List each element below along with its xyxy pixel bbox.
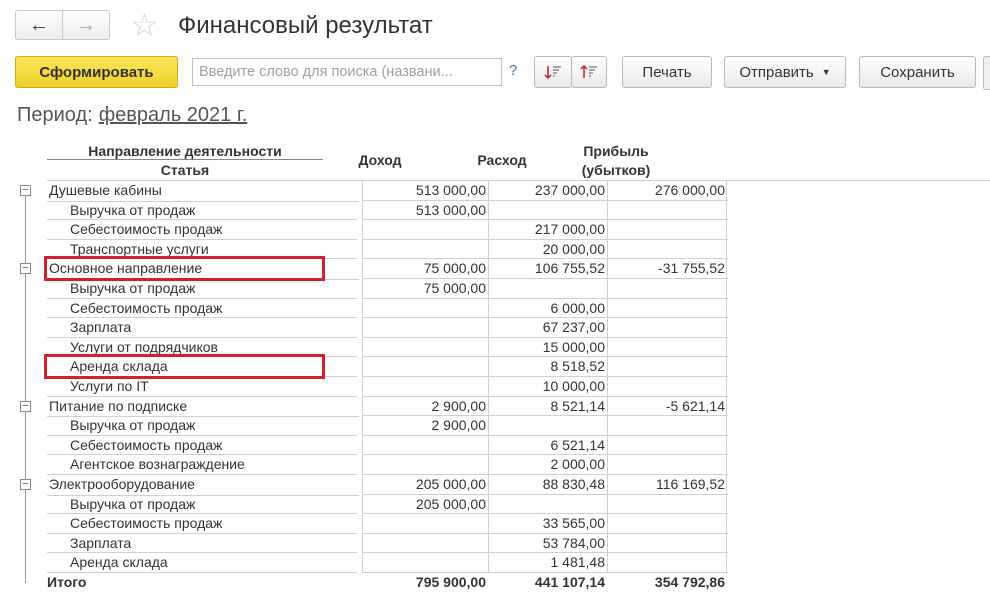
row-name-cell: Душевые кабины bbox=[47, 181, 359, 202]
row-expense-cell: 6 521,14 bbox=[489, 436, 608, 456]
column-separator bbox=[488, 181, 489, 573]
row-profit-cell bbox=[608, 416, 728, 436]
row-profit-cell bbox=[608, 220, 728, 240]
row-profit-cell bbox=[608, 377, 728, 397]
row-income-cell bbox=[363, 553, 489, 573]
row-expense-cell: 88 830,48 bbox=[489, 475, 608, 495]
period-row bbox=[17, 104, 247, 127]
row-income-cell bbox=[363, 318, 489, 338]
row-name-cell: Основное направление bbox=[47, 259, 359, 280]
row-name-cell: Услуги от подрядчиков bbox=[47, 338, 357, 358]
row-profit-cell bbox=[608, 357, 728, 377]
row-profit-cell bbox=[608, 299, 728, 319]
row-expense-cell bbox=[489, 495, 608, 515]
row-expense-cell bbox=[489, 416, 608, 436]
row-expense-cell: 53 784,00 bbox=[489, 534, 608, 554]
row-profit-cell: 354 792,86 bbox=[654, 574, 725, 590]
table-row[interactable] bbox=[47, 279, 680, 299]
column-separator bbox=[607, 181, 608, 573]
row-income-cell bbox=[363, 455, 489, 475]
print-button[interactable]: Печать bbox=[622, 56, 712, 88]
arrow-left-icon: ← bbox=[29, 13, 49, 36]
row-income-cell bbox=[363, 299, 489, 319]
row-profit-cell bbox=[608, 495, 728, 515]
row-income-cell: 205 000,00 bbox=[363, 495, 489, 515]
send-button[interactable] bbox=[724, 56, 846, 88]
table-row[interactable] bbox=[47, 514, 680, 534]
row-name-cell: Аренда склада bbox=[47, 553, 357, 573]
row-income-cell: 2 900,00 bbox=[363, 416, 489, 436]
row-profit-cell: 116 169,52 bbox=[608, 475, 728, 495]
row-expense-cell: 15 000,00 bbox=[489, 338, 608, 358]
row-name-cell: Себестоимость продаж bbox=[47, 436, 357, 456]
group-row[interactable] bbox=[47, 397, 725, 417]
row-income-cell: 2 900,00 bbox=[363, 397, 489, 417]
header-direction: Направление деятельности bbox=[88, 143, 282, 159]
row-expense-cell bbox=[489, 279, 608, 299]
row-name-cell: Выручка от продаж bbox=[47, 416, 357, 436]
row-expense-cell: 67 237,00 bbox=[489, 318, 608, 338]
period-label: Период: bbox=[17, 104, 93, 126]
column-separator bbox=[726, 181, 727, 573]
row-income-cell: 75 000,00 bbox=[363, 279, 489, 299]
header-profit-sub: (убытков) bbox=[581, 162, 651, 178]
row-expense-cell: 8 521,14 bbox=[489, 397, 608, 417]
row-profit-cell bbox=[608, 436, 728, 456]
row-income-cell bbox=[363, 377, 489, 397]
header-income: Доход bbox=[358, 152, 402, 168]
table-row[interactable] bbox=[47, 220, 680, 240]
group-row[interactable] bbox=[47, 181, 725, 201]
row-profit-cell bbox=[608, 514, 728, 534]
favorite-star-icon[interactable]: ☆ bbox=[130, 7, 159, 43]
row-name-cell: Выручка от продаж bbox=[47, 495, 357, 515]
tree-column bbox=[15, 140, 39, 609]
row-expense-cell: 20 000,00 bbox=[489, 240, 608, 260]
header-profit: Прибыль bbox=[583, 143, 649, 159]
row-name-cell: Питание по подписке bbox=[47, 397, 359, 418]
sort-descending-button[interactable] bbox=[571, 56, 607, 88]
row-profit-cell bbox=[608, 201, 728, 221]
more-button[interactable] bbox=[983, 56, 990, 90]
table-row[interactable] bbox=[47, 416, 680, 436]
row-expense-cell: 6 000,00 bbox=[489, 299, 608, 319]
row-expense-cell: 10 000,00 bbox=[489, 377, 608, 397]
row-income-cell bbox=[363, 338, 489, 358]
row-name-cell: Услуги по IT bbox=[47, 377, 357, 397]
search-input[interactable]: Введите слово для поиска (названи... bbox=[192, 58, 502, 86]
sort-ascending-button[interactable] bbox=[534, 56, 572, 88]
column-separator bbox=[362, 181, 363, 573]
send-label: Отправить bbox=[739, 63, 814, 81]
header-article: Статья bbox=[160, 162, 210, 178]
row-income-cell: 795 900,00 bbox=[415, 574, 486, 590]
period-link[interactable]: февраль 2021 г. bbox=[98, 104, 248, 126]
header-divider bbox=[47, 159, 323, 160]
row-profit-cell: 276 000,00 bbox=[608, 181, 728, 201]
row-name-cell: Зарплата bbox=[47, 318, 357, 338]
table-row[interactable] bbox=[47, 553, 680, 573]
search-help-icon[interactable]: ? bbox=[509, 62, 518, 79]
row-name-cell: Аренда склада bbox=[47, 357, 357, 377]
arrow-right-icon: → bbox=[76, 13, 96, 36]
row-name-cell: Электрооборудование bbox=[47, 475, 359, 496]
row-name-cell: Транспортные услуги bbox=[47, 240, 357, 260]
table-row[interactable] bbox=[47, 318, 680, 338]
save-button[interactable]: Сохранить bbox=[859, 56, 976, 88]
row-income-cell bbox=[363, 240, 489, 260]
table-row[interactable] bbox=[47, 455, 680, 475]
row-profit-cell bbox=[608, 240, 728, 260]
row-name-cell: Агентское вознаграждение bbox=[47, 455, 357, 475]
row-income-cell: 75 000,00 bbox=[363, 259, 489, 279]
row-income-cell: 513 000,00 bbox=[363, 181, 489, 201]
sort-descending-icon bbox=[580, 64, 598, 80]
collapse-icon[interactable]: − bbox=[20, 401, 31, 412]
row-expense-cell: 8 518,52 bbox=[489, 357, 608, 377]
row-income-cell bbox=[363, 534, 489, 554]
row-income-cell: 513 000,00 bbox=[363, 201, 489, 221]
row-profit-cell bbox=[608, 455, 728, 475]
table-row[interactable] bbox=[47, 377, 680, 397]
row-profit-cell bbox=[608, 553, 728, 573]
row-expense-cell: 237 000,00 bbox=[489, 181, 608, 201]
back-button[interactable] bbox=[15, 10, 63, 40]
row-income-cell: 205 000,00 bbox=[363, 475, 489, 495]
row-income-cell bbox=[363, 436, 489, 456]
page-title: Финансовый результат bbox=[178, 12, 433, 39]
row-profit-cell bbox=[608, 318, 728, 338]
highlight-box bbox=[44, 354, 325, 379]
row-income-cell bbox=[363, 220, 489, 240]
generate-button[interactable]: Сформировать bbox=[15, 56, 178, 88]
row-expense-cell: 217 000,00 bbox=[489, 220, 608, 240]
row-name-cell: Зарплата bbox=[47, 534, 357, 554]
row-profit-cell: -31 755,52 bbox=[608, 259, 728, 279]
row-expense-cell: 1 481,48 bbox=[489, 553, 608, 573]
row-name-cell: Себестоимость продаж bbox=[47, 299, 357, 319]
sort-ascending-icon bbox=[544, 64, 562, 80]
row-expense-cell: 441 107,14 bbox=[534, 574, 605, 590]
table-row[interactable] bbox=[47, 436, 680, 456]
total-row[interactable] bbox=[47, 573, 725, 593]
row-name-cell: Себестоимость продаж bbox=[47, 514, 357, 534]
forward-button[interactable] bbox=[62, 10, 110, 40]
row-expense-cell bbox=[489, 201, 608, 221]
row-income-cell bbox=[363, 514, 489, 534]
collapse-icon[interactable]: − bbox=[20, 185, 31, 196]
row-name-cell: Выручка от продаж bbox=[47, 201, 357, 221]
table-row[interactable] bbox=[47, 201, 680, 221]
row-profit-cell bbox=[608, 338, 728, 358]
group-row[interactable] bbox=[47, 475, 725, 495]
highlight-box bbox=[44, 256, 325, 281]
row-profit-cell bbox=[608, 534, 728, 554]
row-expense-cell: 2 000,00 bbox=[489, 455, 608, 475]
header-expense: Расход bbox=[477, 152, 527, 168]
table-row[interactable] bbox=[47, 299, 680, 319]
row-income-cell bbox=[363, 357, 489, 377]
row-profit-cell: -5 621,14 bbox=[608, 397, 728, 417]
row-expense-cell: 106 755,52 bbox=[489, 259, 608, 279]
table-row[interactable] bbox=[47, 495, 680, 515]
dropdown-arrow-icon: ▼ bbox=[821, 67, 831, 77]
collapse-icon[interactable]: − bbox=[20, 263, 31, 274]
row-name-cell: Себестоимость продаж bbox=[47, 220, 357, 240]
collapse-icon[interactable]: − bbox=[20, 479, 31, 490]
row-name-cell: Выручка от продаж bbox=[47, 279, 357, 299]
row-profit-cell bbox=[608, 279, 728, 299]
tree-line bbox=[25, 191, 26, 583]
row-expense-cell: 33 565,00 bbox=[489, 514, 608, 534]
row-name-cell: Итого bbox=[47, 574, 87, 590]
table-row[interactable] bbox=[47, 534, 680, 554]
